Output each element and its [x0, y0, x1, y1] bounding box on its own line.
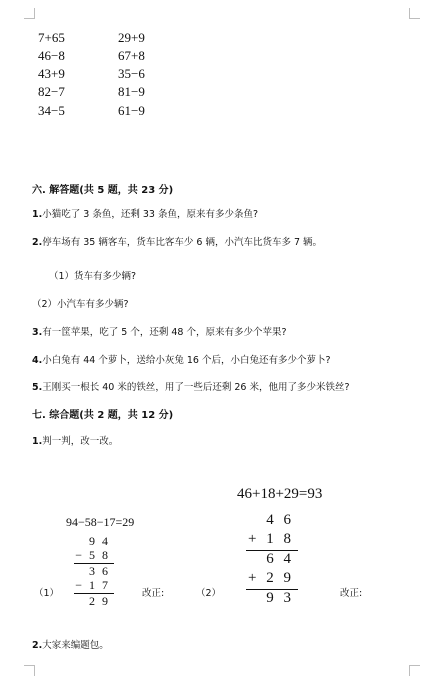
calc-line: + 1 8 — [248, 531, 294, 547]
calc-line: 3 6 — [89, 564, 110, 578]
calc-item: 34−5 — [38, 103, 65, 118]
calc-line: 9 3 — [266, 590, 294, 606]
calc-line: 4 6 — [266, 512, 294, 528]
question-text: 王刚买一根长 40 米的铁丝，用了一些后还剩 26 米，他用了多少米铁丝? — [42, 382, 350, 393]
calc-line: − 1 7 — [75, 578, 110, 592]
equation: 94−58−17=29 — [66, 515, 135, 529]
question-text: 小猫吃了 3 条鱼，还剩 33 条鱼，原来有多少条鱼? — [42, 209, 258, 220]
page-corner-mark — [24, 8, 35, 19]
question-number: 4. — [32, 355, 43, 366]
question-number: 2. — [32, 237, 43, 248]
question-6-2 — [32, 234, 322, 248]
question-6-4 — [32, 352, 331, 366]
equation: 46+18+29=93 — [237, 486, 323, 502]
question-6-2-sub-1: （1）货车有多少辆? — [49, 271, 137, 282]
calc-item: 43+9 — [38, 66, 65, 81]
question-7-2 — [32, 637, 109, 651]
calc-item: 46−8 — [38, 48, 65, 63]
question-6-3 — [32, 324, 287, 338]
section-6-heading: 六. 解答题(共 5 题，共 23 分) — [32, 185, 174, 196]
calc-item: 81−9 — [118, 84, 145, 99]
calc-item: 29+9 — [118, 30, 145, 45]
question-number: 2. — [32, 640, 43, 651]
section-7-heading: 七. 综合题(共 2 题，共 12 分) — [32, 410, 174, 421]
calc-line: − 5 8 — [75, 548, 110, 562]
question-number: 5. — [32, 382, 43, 393]
page-corner-mark — [24, 665, 35, 676]
question-6-1 — [32, 206, 258, 220]
calc-line: + 2 9 — [248, 570, 294, 586]
question-7-1 — [32, 433, 118, 447]
question-number: 1. — [32, 209, 43, 220]
question-number: 3. — [32, 327, 43, 338]
question-text: 判一判，改一改。 — [42, 436, 119, 447]
problem-1-label: （1） — [34, 588, 60, 599]
calc-line: 6 4 — [266, 551, 294, 567]
page-corner-mark — [409, 665, 420, 676]
question-6-2-sub-2: （2）小汽车有多少辆? — [32, 299, 129, 310]
calc-item: 82−7 — [38, 84, 65, 99]
correction-label-2: 改正: — [340, 588, 363, 599]
page-corner-mark — [409, 8, 420, 19]
question-text: 小白兔有 44 个萝卜，送给小灰兔 16 个后，小白兔还有多少个萝卜? — [42, 355, 331, 366]
question-6-5 — [32, 379, 350, 393]
correction-label-1: 改正: — [142, 588, 165, 599]
question-text: 有一筐苹果，吃了 5 个，还剩 48 个，原来有多少个苹果? — [42, 327, 287, 338]
calc-item: 7+65 — [38, 30, 65, 45]
calc-item: 35−6 — [118, 66, 145, 81]
question-text: 大家来编题包。 — [42, 640, 109, 651]
problem-2-label: （2） — [196, 588, 222, 599]
calc-item: 67+8 — [118, 48, 145, 63]
question-text: 停车场有 35 辆客车，货车比客车少 6 辆，小汽车比货车多 7 辆。 — [42, 237, 323, 248]
calc-line: 9 4 — [89, 534, 110, 548]
calc-item: 61−9 — [118, 103, 145, 118]
calc-line: 2 9 — [89, 594, 110, 608]
question-number: 1. — [32, 436, 43, 447]
